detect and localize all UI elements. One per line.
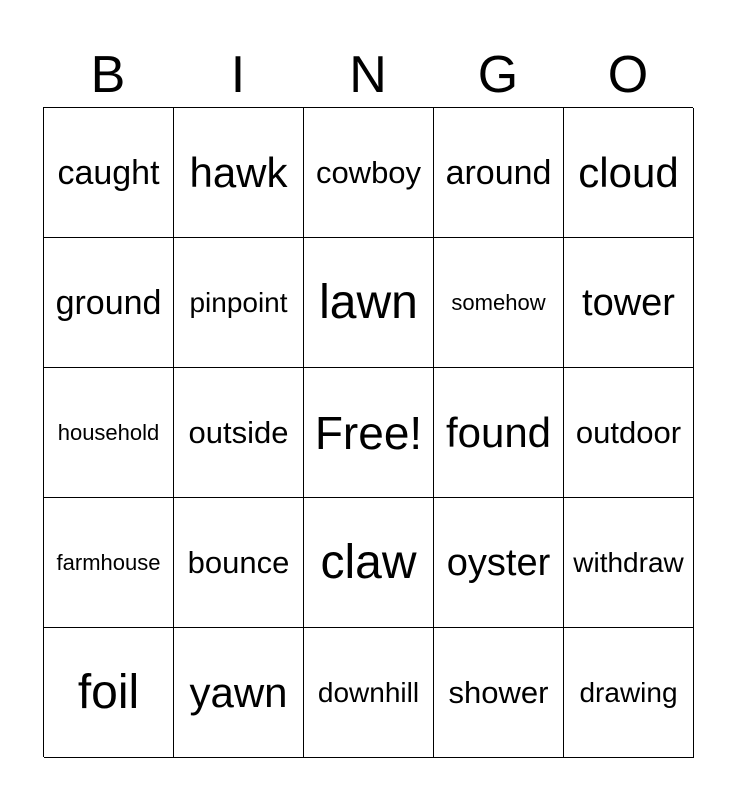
bingo-cell[interactable]: ground (44, 238, 174, 368)
bingo-cell[interactable]: yawn (174, 628, 304, 758)
bingo-cell[interactable]: caught (44, 108, 174, 238)
bingo-cell[interactable]: somehow (434, 238, 564, 368)
bingo-cell[interactable]: claw (304, 498, 434, 628)
bingo-cell[interactable]: shower (434, 628, 564, 758)
bingo-cell[interactable]: oyster (434, 498, 564, 628)
bingo-cell[interactable]: household (44, 368, 174, 498)
bingo-cell[interactable]: downhill (304, 628, 434, 758)
bingo-cell[interactable]: foil (44, 628, 174, 758)
bingo-cell[interactable]: cloud (564, 108, 694, 238)
bingo-cell[interactable]: drawing (564, 628, 694, 758)
header-letter-o: O (607, 46, 649, 104)
bingo-cell[interactable]: lawn (304, 238, 434, 368)
bingo-cell[interactable]: pinpoint (174, 238, 304, 368)
header-letter-i: I (230, 46, 246, 104)
header-letter-g: G (477, 46, 519, 104)
bingo-cell[interactable]: tower (564, 238, 694, 368)
bingo-cell[interactable]: outside (174, 368, 304, 498)
bingo-cell[interactable]: outdoor (564, 368, 694, 498)
bingo-cell[interactable]: bounce (174, 498, 304, 628)
bingo-cell[interactable]: around (434, 108, 564, 238)
bingo-cell[interactable]: hawk (174, 108, 304, 238)
bingo-cell[interactable]: withdraw (564, 498, 694, 628)
bingo-cell[interactable]: found (434, 368, 564, 498)
bingo-free-cell[interactable]: Free! (304, 368, 434, 498)
header-letter-n: N (349, 46, 387, 104)
bingo-cell[interactable]: farmhouse (44, 498, 174, 628)
bingo-cell[interactable]: cowboy (304, 108, 434, 238)
bingo-card-grid (43, 107, 693, 757)
header-letter-b: B (90, 46, 126, 104)
bingo-header (43, 44, 693, 106)
